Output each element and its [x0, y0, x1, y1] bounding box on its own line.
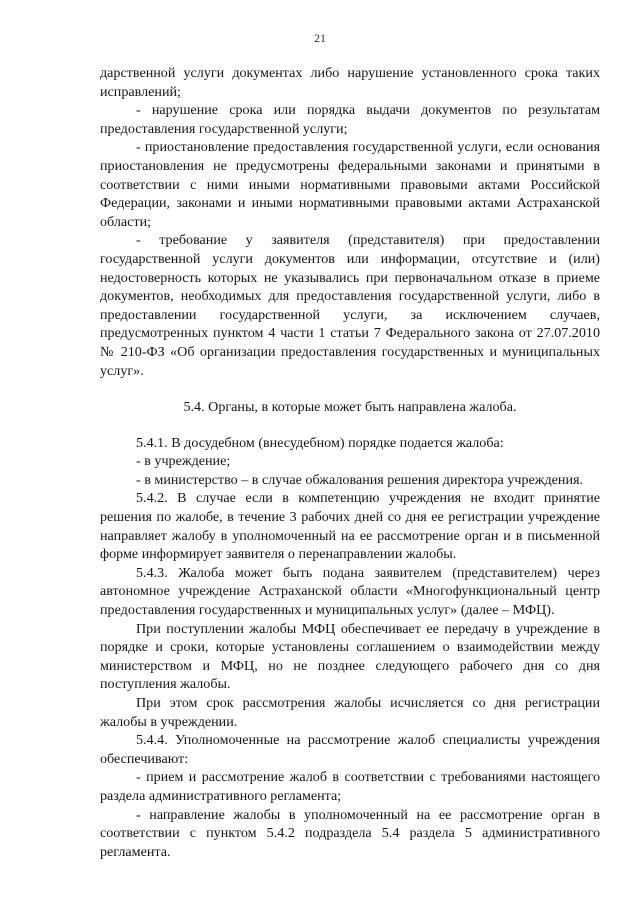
clause-5-4-2: 5.4.2. В случае если в компетенцию учреждения не входит принятие решения по жалобе, в течение 3 рабочих дней со дня ее регистрации учреждение направляет жалобу в уполномоченный на ее рассмотрение орган и в письменной форме информирует заявителя о перенаправлении жалобы. — [100, 490, 600, 563]
list-item-deadline-violation: - нарушение срока или порядка выдачи документов по результатам предоставления государственной услуги; — [100, 102, 600, 137]
list-item-document-requirement: - требование у заявителя (представителя) при предоставлении государственной услуги документов или информации, отсутствие и (или) недостоверность которых не указывались при первоначальном отказе в приеме документов, необходимых для предоставления государственной услуги, либо в предоставлении государственной услуги, за исключением случаев, предусмотренных пунктом 4 части 1 статьи 7 Федерального закона от 27.07.2010 № 210-ФЗ «Об организации предоставления государственных и муниципальных услуг». — [100, 232, 600, 379]
clause-5-4-3: 5.4.3. Жалоба может быть подана заявителем (представителем) через автономное учреждение Астраханской области «Многофункциональный центр предоставления государственных и муниципальных услуг» (далее – МФЦ). — [100, 564, 600, 619]
paragraph-continuation: дарственной услуги документах либо нарушение установленного срока таких исправлений; — [100, 65, 600, 100]
clause-5-4-1: 5.4.1. В досудебном (внесудебном) порядке подается жалоба: — [136, 434, 504, 451]
section-heading: 5.4. Органы, в которые может быть направлена жалоба. — [183, 399, 517, 416]
list-item-ministry: - в министерство – в случае обжалования решения директора учреждения. — [136, 471, 584, 488]
clause-5-4-4: 5.4.4. Уполномоченные на рассмотрение жалоб специалисты учреждения обеспечивают: — [100, 732, 600, 767]
paragraph-term-calculation: При этом срок рассмотрения жалобы исчисляется со дня регистрации жалобы в учреждении. — [100, 695, 600, 730]
page-number: 21 — [314, 31, 326, 45]
paragraph-mfc-transfer: При поступлении жалобы МФЦ обеспечивает ее передачу в учреждение в порядке и сроки, которые установлены соглашением о взаимодействии между министерством и МФЦ, но не позднее следующего рабочего дня со дня поступления жалобы. — [100, 620, 600, 693]
list-item-forwarding: - направление жалобы в уполномоченный на ее рассмотрение орган в соответствии с пунктом 5.4.2 подраздела 5.4 раздела 5 административного регламента. — [100, 806, 600, 860]
list-item-institution: - в учреждение; — [136, 453, 231, 470]
list-item-suspension: - приостановление предоставления государственной услуги, если основания приостановления не предусмотрены федеральными законами и принятыми в соответствии с ними иными нормативными правовыми актами Российской Федерации, законами и иными нормативными правовыми актами Астраханской области; — [100, 139, 600, 230]
document-body — [100, 64, 600, 861]
list-item-reception: - прием и рассмотрение жалоб в соответствии с требованиями настоящего раздела административного регламента; — [100, 769, 600, 804]
